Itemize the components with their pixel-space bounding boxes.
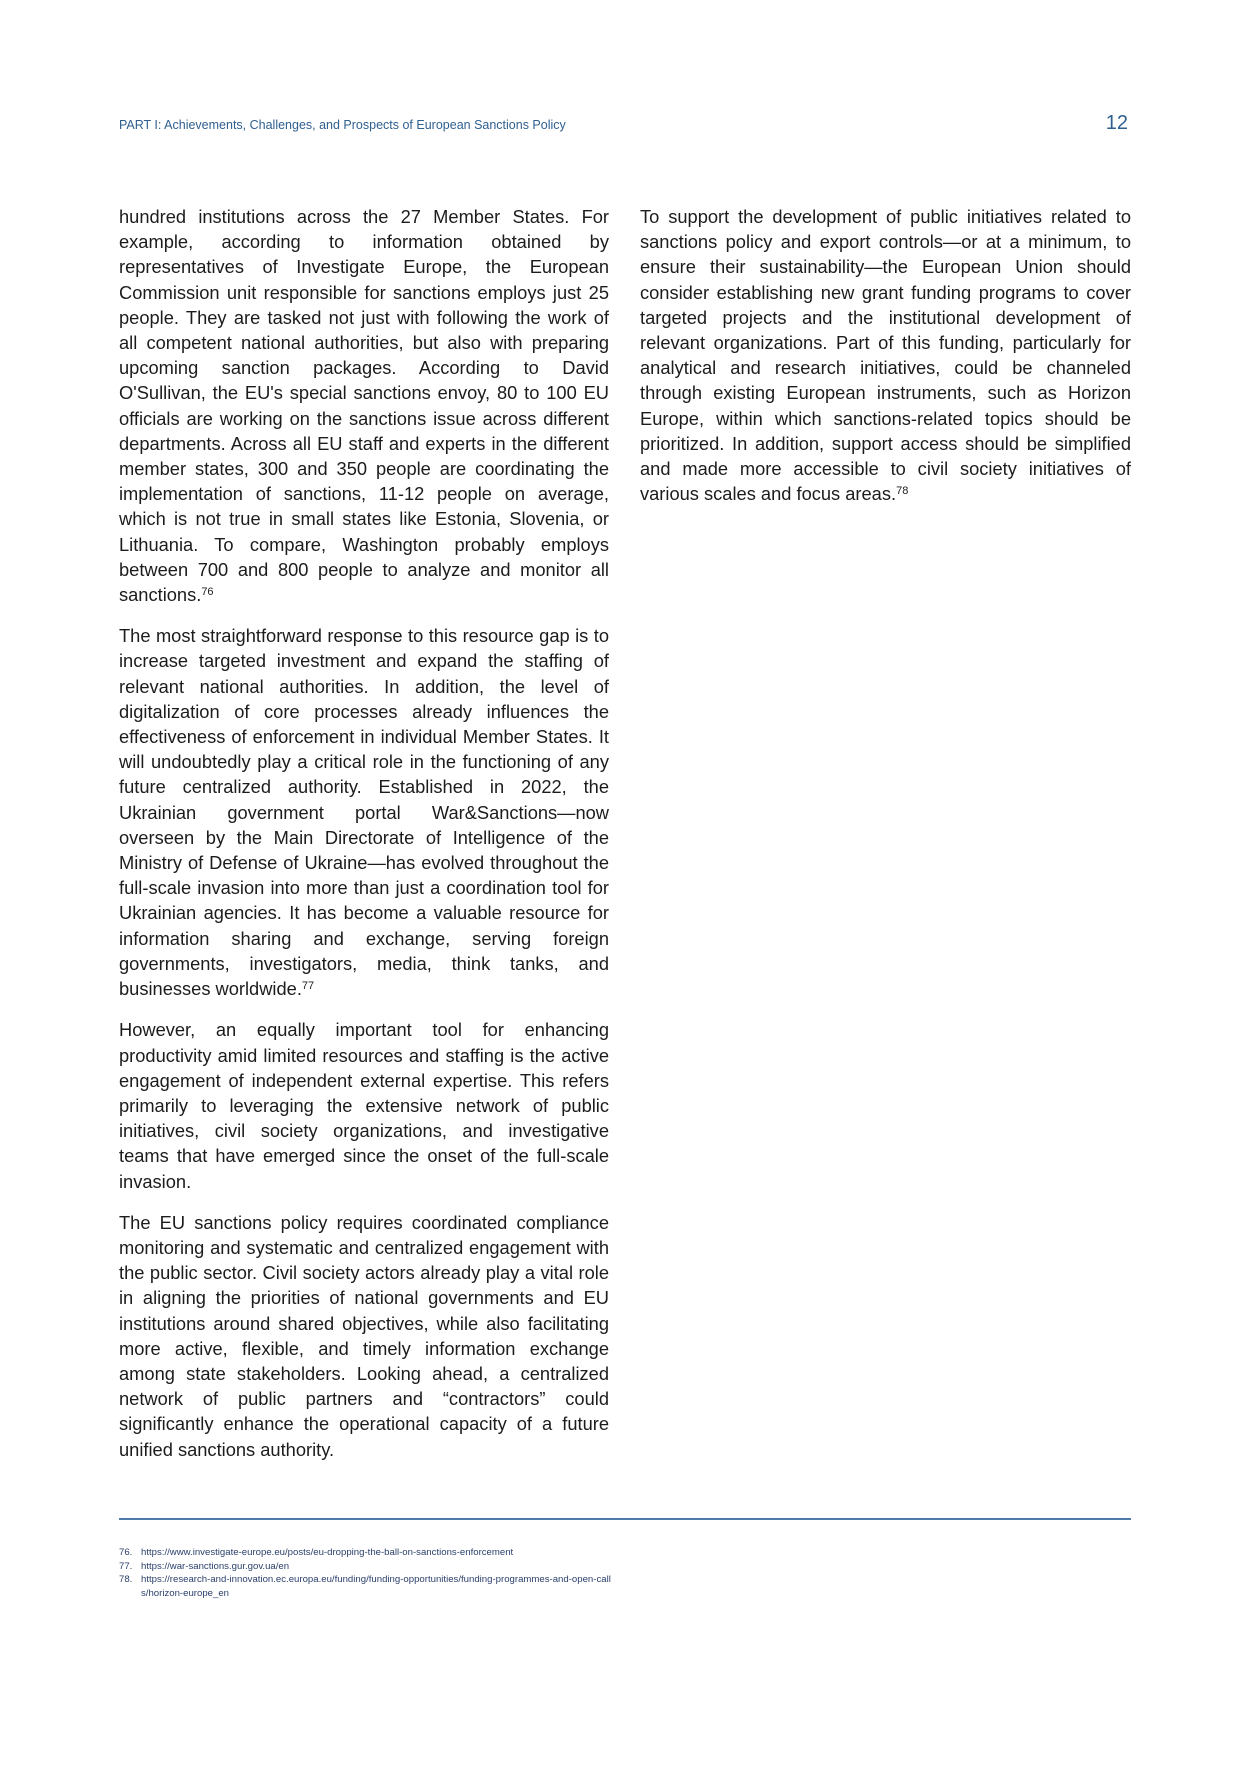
footnote-ref[interactable]: 76 — [201, 586, 214, 599]
paragraph — [119, 204, 609, 607]
paragraph-text: The EU sanctions policy requires coordinated compliance monitoring and systematic and centralized engagement with the public sector. Civil society actors already play a vital role in aligning the priorities of national governments and EU institutions around shared objectives, while also facilitating more active, flexible, and timely information exchange among state stakeholders. Looking ahead, a centralized network of public partners and “contractors” could significantly enhance the operational capacity of a future unified sanctions authority. — [119, 1211, 609, 1460]
footnote-link[interactable]: https://www.investigate-europe.eu/posts/eu-dropping-the-ball-on-sanctions-enforcement — [141, 1547, 514, 1558]
paragraph-text: To support the development of public initiatives related to sanctions policy and export controls—or at a minimum, to ensure their sustainability—the European Union should consider establishing new grant funding programs to cover targeted projects and the institutional development of relevant organizations. Part of this funding, particularly for analytical and research initiatives, could be channeled through existing European instruments, such as Horizon Europe, within which sanctions-related topics should be prioritized. In addition, support access should be simplified and made more accessible to civil society initiatives of various scales and focus areas. — [640, 206, 1131, 505]
footnote — [119, 1546, 611, 1560]
paragraph — [640, 204, 1131, 506]
paragraph-text: However, an equally important tool for enhancing productivity amid limited resources and staffing is the active engagement of independent external expertise. This refers primarily to leveraging the extensive network of public initiatives, civil society organizations, and investigative teams that have emerged since the onset of the full-scale invasion. — [119, 1019, 609, 1192]
paragraph — [119, 623, 609, 1001]
footnotes — [119, 1546, 611, 1600]
footnote — [119, 1573, 611, 1600]
footnote-number: 76. — [119, 1547, 133, 1558]
paragraph — [119, 1210, 609, 1462]
footnote-number: 77. — [119, 1560, 133, 1572]
footnote-ref[interactable]: 78 — [896, 485, 909, 498]
footnote-divider — [119, 1518, 1131, 1520]
right-column — [640, 204, 1131, 522]
left-column — [119, 204, 609, 1478]
footnote-link[interactable]: https://war-sanctions.gur.gov.ua/en — [141, 1560, 290, 1572]
page-number: 12 — [1105, 112, 1128, 134]
paragraph-text: The most straightforward response to this resource gap is to increase targeted investment and expand the staffing of relevant national authorities. In addition, the level of digitalization of core processes already influences the effectiveness of enforcement in individual Member States. It will undoubtedly play a critical role in the functioning of any future centralized authority. Established in 2022, the Ukrainian government portal War&Sanctions—now overseen by the Main Directorate of Intelligence of the Ministry of Defense of Ukraine—has evolved throughout the full-scale invasion into more than just a coordination tool for Ukrainian agencies. It has become a valuable resource for information sharing and exchange, serving foreign governments, investigators, media, think tanks, and businesses worldwide. — [119, 625, 609, 1000]
footnote-ref[interactable]: 77 — [301, 980, 315, 993]
running-title: PART I: Achievements, Challenges, and Prospects of European Sanctions Policy — [119, 118, 566, 132]
page-header — [119, 112, 1128, 140]
paragraph — [119, 1017, 609, 1193]
footnote-number: 78. — [119, 1574, 133, 1585]
paragraph-text: hundred institutions across the 27 Member States. For example, according to information obtained by representatives of Investigate Europe, the European Commission unit responsible for sanctions employs just 25 people. They are tasked not just with following the work of all competent national authorities, but also with preparing upcoming sanction packages. According to David O'Sullivan, the EU's special sanctions envoy, 80 to 100 EU officials are working on the sanctions issue across different departments. Across all EU staff and experts in the different member states, 300 and 350 people are coordinating the implementation of sanctions, 11-12 people on average, which is not true in small states like Estonia, Slovenia, or Lithuania. To compare, Washington probably employs between 700 and 800 people to analyze and monitor all sanctions. — [119, 206, 609, 606]
footnote-link[interactable]: https://research-and-innovation.ec.europa.eu/funding/funding-opportunities/funding-programmes-and-open-calls/horizon-europe_en — [141, 1574, 611, 1599]
footnote — [119, 1560, 611, 1574]
